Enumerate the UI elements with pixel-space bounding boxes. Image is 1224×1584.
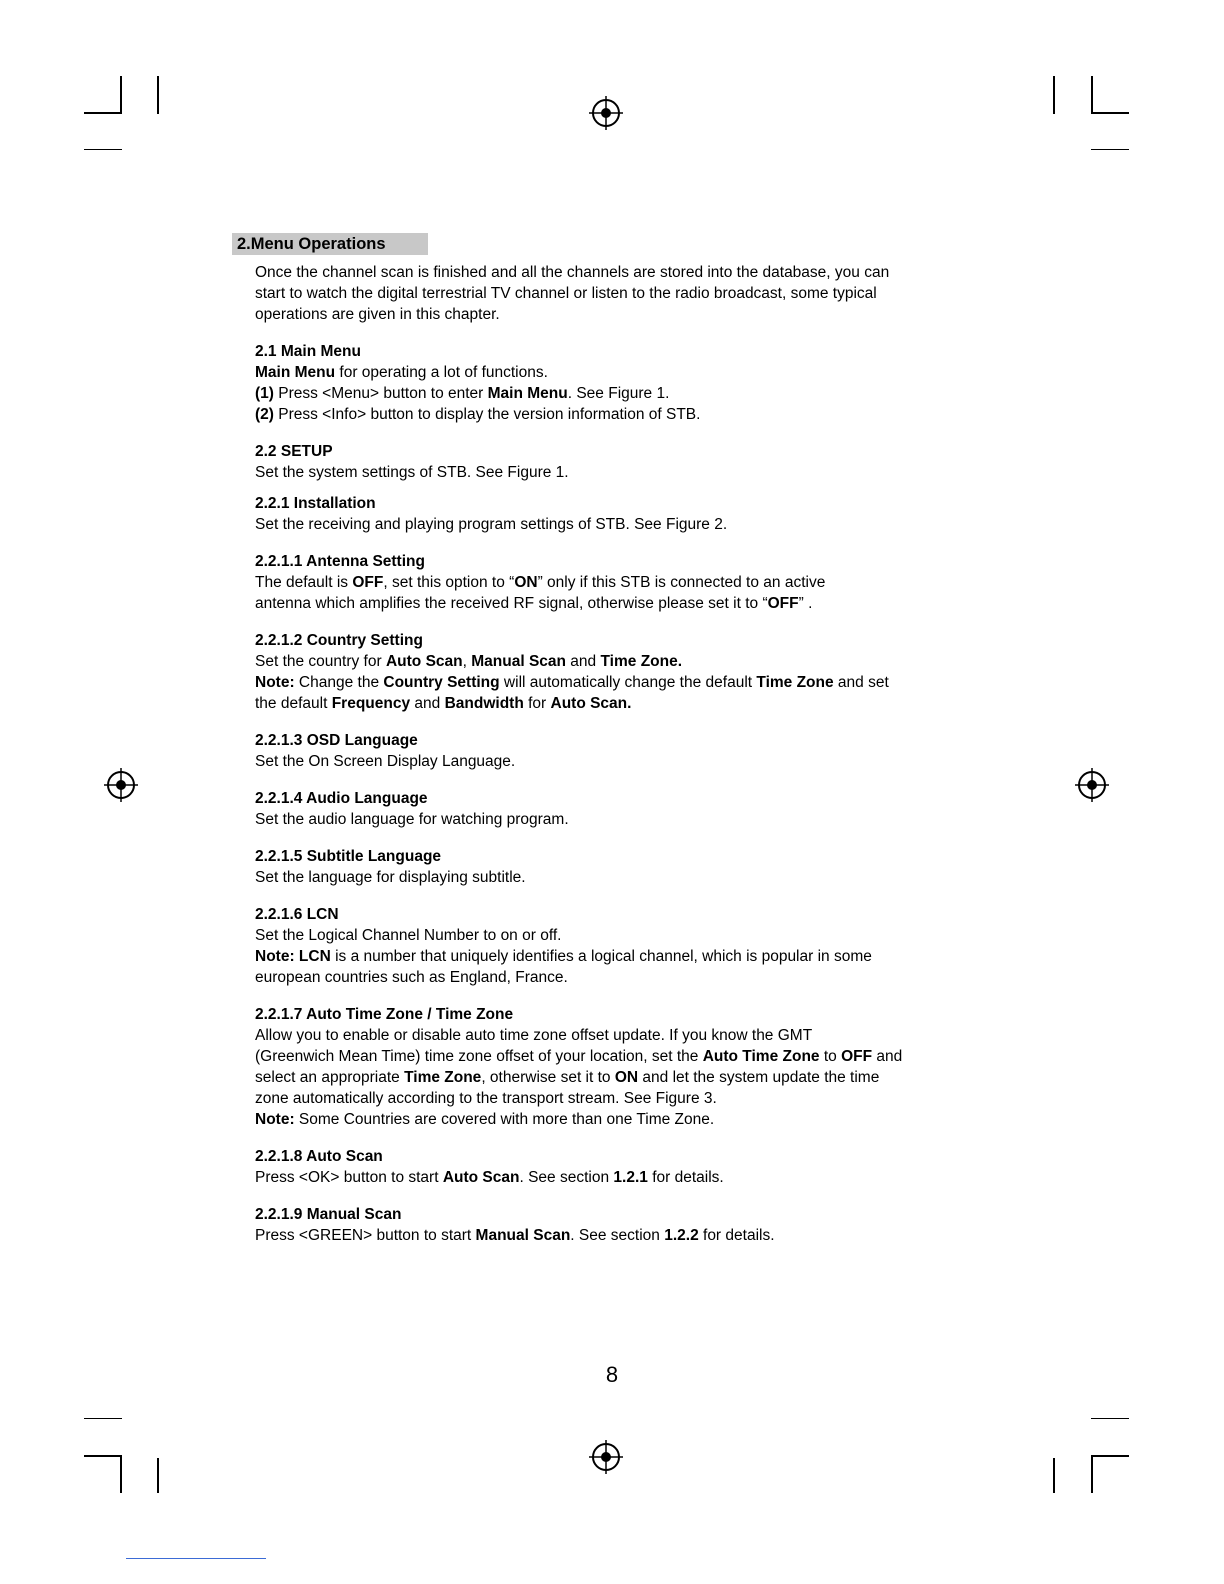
paragraph: Press <OK> button to start Auto Scan. See section 1.2.1 for details. bbox=[255, 1169, 724, 1186]
paragraph: Main Menu for operating a lot of functions. bbox=[255, 364, 548, 381]
crop-mark bbox=[1053, 76, 1055, 114]
paragraph: Note: Change the Country Setting will automatically change the default Time Zone and set bbox=[255, 674, 889, 691]
crop-mark bbox=[157, 76, 159, 114]
heading-2-2-1-6: 2.2.1.6 LCN bbox=[255, 906, 339, 923]
heading-2-2-1: 2.2.1 Installation bbox=[255, 495, 376, 512]
section-title: 2.Menu Operations bbox=[232, 233, 428, 255]
page-number: 8 bbox=[605, 1362, 619, 1387]
paragraph: select an appropriate Time Zone, otherwise set it to ON and let the system update the time bbox=[255, 1069, 880, 1086]
heading-2-2-1-9: 2.2.1.9 Manual Scan bbox=[255, 1206, 402, 1223]
paragraph: Set the language for displaying subtitle. bbox=[255, 869, 526, 886]
paragraph: Note: LCN is a number that uniquely identifies a logical channel, which is popular in some bbox=[255, 948, 872, 965]
intro-line: start to watch the digital terrestrial TV channel or listen to the radio broadcast, some typical bbox=[255, 285, 877, 302]
crop-mark bbox=[84, 112, 122, 114]
crop-mark bbox=[120, 76, 122, 114]
heading-2-1: 2.1 Main Menu bbox=[255, 343, 361, 360]
paragraph: Set the system settings of STB. See Figure 1. bbox=[255, 464, 569, 481]
heading-2-2-1-8: 2.2.1.8 Auto Scan bbox=[255, 1148, 383, 1165]
crop-mark bbox=[1091, 1455, 1093, 1493]
paragraph: european countries such as England, France. bbox=[255, 969, 568, 986]
crop-mark bbox=[120, 1455, 122, 1493]
footer-rule bbox=[126, 1558, 266, 1559]
crop-mark bbox=[84, 1455, 122, 1457]
registration-mark-icon bbox=[1075, 768, 1109, 802]
paragraph: Set the audio language for watching program. bbox=[255, 811, 569, 828]
crop-mark bbox=[1091, 149, 1129, 150]
registration-mark-icon bbox=[589, 96, 623, 130]
paragraph: the default Frequency and Bandwidth for Auto Scan. bbox=[255, 695, 632, 712]
document-body bbox=[255, 262, 975, 1246]
paragraph: (2) Press <Info> button to display the version information of STB. bbox=[255, 406, 701, 423]
registration-mark-icon bbox=[104, 768, 138, 802]
heading-2-2: 2.2 SETUP bbox=[255, 443, 333, 460]
paragraph: Note: Some Countries are covered with more than one Time Zone. bbox=[255, 1111, 715, 1128]
crop-mark bbox=[84, 1418, 122, 1419]
heading-2-2-1-4: 2.2.1.4 Audio Language bbox=[255, 790, 428, 807]
paragraph: antenna which amplifies the received RF signal, otherwise please set it to “OFF” . bbox=[255, 595, 813, 612]
paragraph: (Greenwich Mean Time) time zone offset of your location, set the Auto Time Zone to OFF and bbox=[255, 1048, 903, 1065]
paragraph: Set the Logical Channel Number to on or off. bbox=[255, 927, 562, 944]
crop-mark bbox=[157, 1458, 159, 1493]
heading-2-2-1-5: 2.2.1.5 Subtitle Language bbox=[255, 848, 442, 865]
intro-line: operations are given in this chapter. bbox=[255, 306, 500, 323]
heading-2-2-1-3: 2.2.1.3 OSD Language bbox=[255, 732, 418, 749]
crop-mark bbox=[1091, 1418, 1129, 1419]
heading-2-2-1-1: 2.2.1.1 Antenna Setting bbox=[255, 553, 425, 570]
paragraph: The default is OFF, set this option to “ON” only if this STB is connected to an active bbox=[255, 574, 826, 591]
paragraph: Set the receiving and playing program settings of STB. See Figure 2. bbox=[255, 516, 728, 533]
crop-mark bbox=[84, 149, 122, 150]
paragraph: Set the country for Auto Scan, Manual Scan and Time Zone. bbox=[255, 653, 683, 670]
paragraph: Allow you to enable or disable auto time zone offset update. If you know the GMT bbox=[255, 1027, 813, 1044]
heading-2-2-1-7: 2.2.1.7 Auto Time Zone / Time Zone bbox=[255, 1006, 514, 1023]
crop-mark bbox=[1091, 1455, 1129, 1457]
crop-mark bbox=[1091, 76, 1093, 114]
paragraph: Press <GREEN> button to start Manual Scan. See section 1.2.2 for details. bbox=[255, 1227, 775, 1244]
paragraph: zone automatically according to the transport stream. See Figure 3. bbox=[255, 1090, 717, 1107]
crop-mark bbox=[1091, 112, 1129, 114]
intro-line: Once the channel scan is finished and all the channels are stored into the database, you can bbox=[255, 264, 890, 281]
registration-mark-icon bbox=[589, 1440, 623, 1474]
crop-mark bbox=[1053, 1458, 1055, 1493]
paragraph: (1) Press <Menu> button to enter Main Menu. See Figure 1. bbox=[255, 385, 670, 402]
paragraph: Set the On Screen Display Language. bbox=[255, 753, 516, 770]
heading-2-2-1-2: 2.2.1.2 Country Setting bbox=[255, 632, 423, 649]
